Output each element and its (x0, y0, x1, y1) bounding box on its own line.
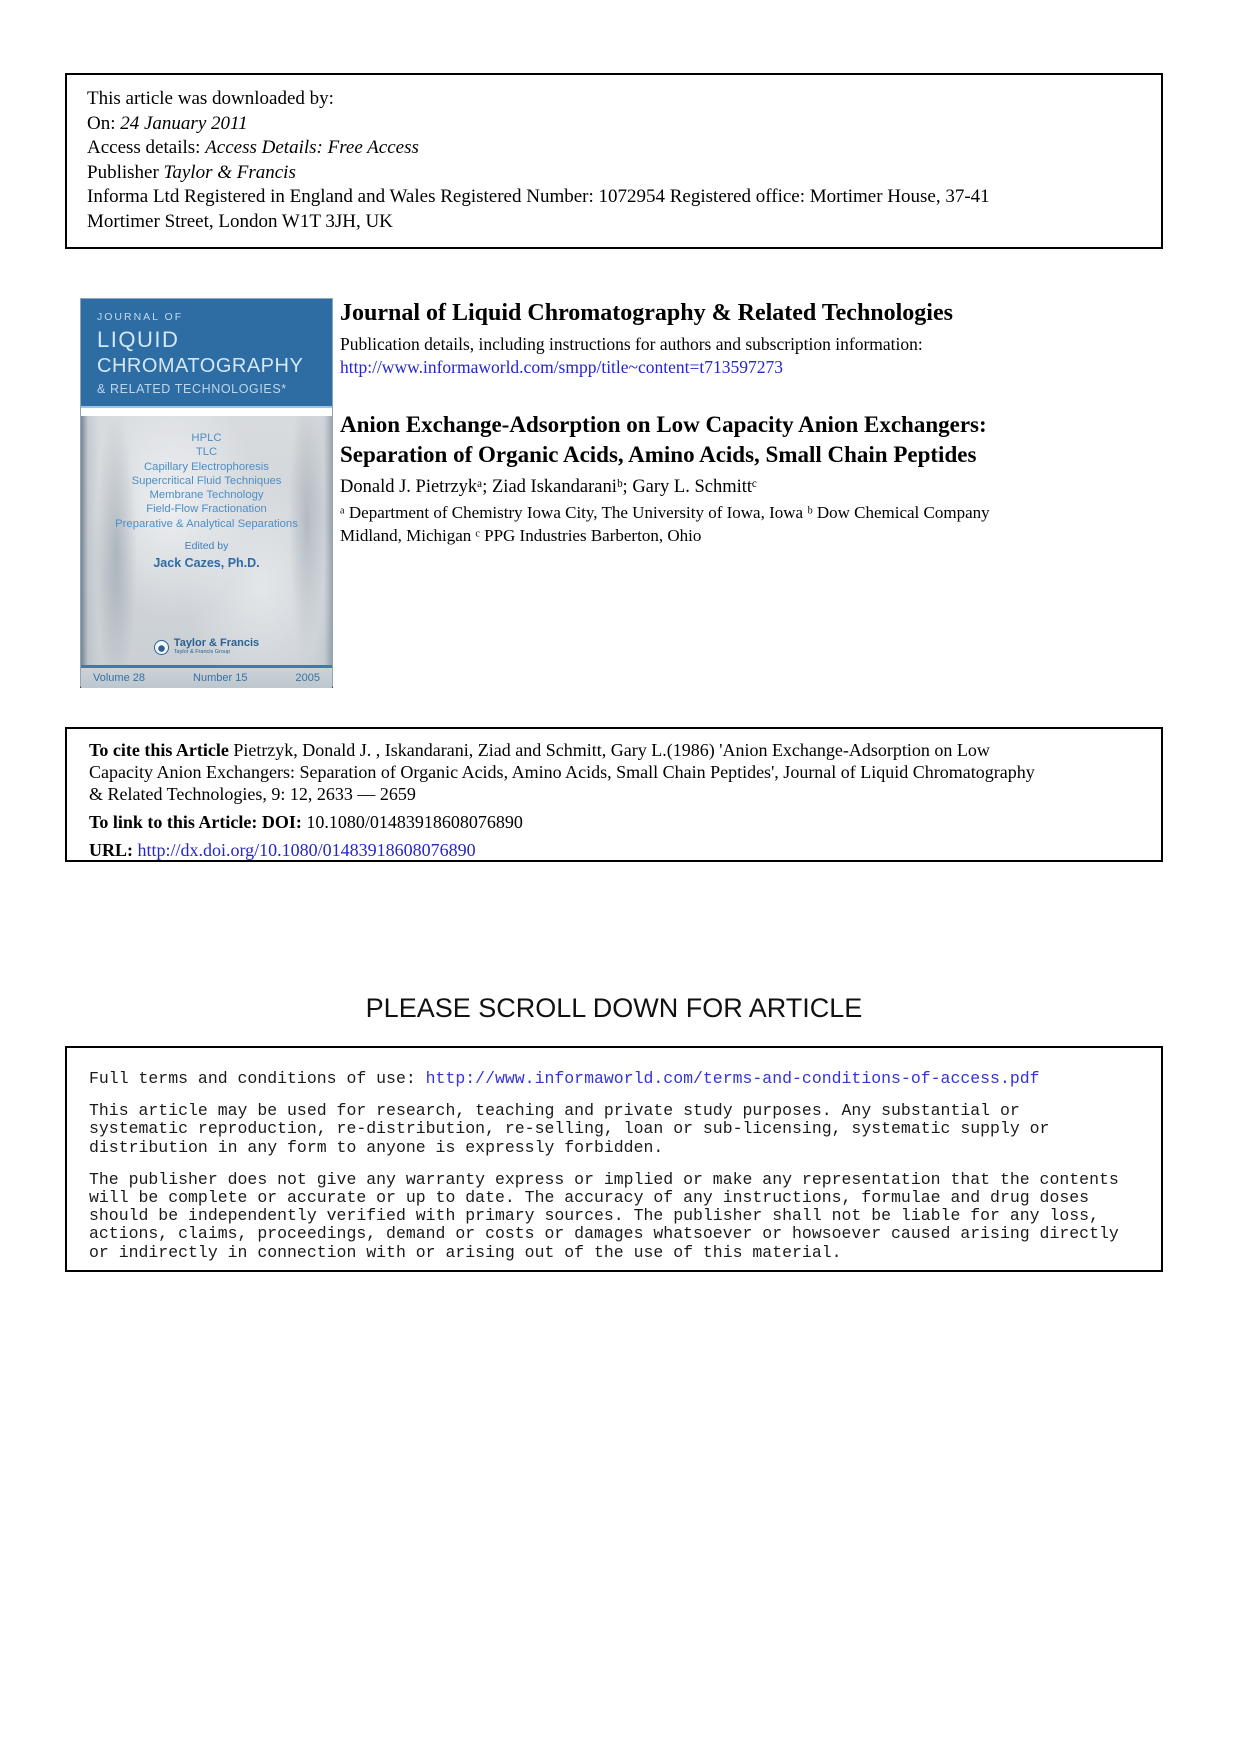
publisher-line: Publisher Taylor & Francis (87, 161, 296, 183)
cover-topic: Preparative & Analytical Separations (115, 517, 298, 530)
cover-volume: Volume 28 (93, 672, 145, 684)
article-title-line2: Separation of Organic Acids, Amino Acids, Small Chain Peptides (340, 442, 977, 467)
url-line: URL: http://dx.doi.org/10.1080/01483918608076890 (89, 840, 476, 860)
cover-year: 2005 (295, 672, 320, 684)
cover-masthead-line: CHROMATOGRAPHY (97, 355, 304, 377)
taylor-francis-logo (81, 638, 332, 656)
doi-url-link[interactable]: http://dx.doi.org/10.1080/01483918608076890 (137, 840, 476, 860)
cover-photo-area (81, 416, 332, 665)
cover-separator (81, 406, 332, 416)
cover-masthead-line: LIQUID (97, 327, 180, 352)
article-authors: Donald J. Pietrzykᵃ; Ziad Iskandaraniᵇ; Gary L. Schmittᶜ (340, 477, 757, 497)
full-terms-line: Full terms and conditions of use: http://www.informaworld.com/terms-and-conditions-of-access.pdf (89, 1069, 1040, 1088)
scroll-down-notice: PLEASE SCROLL DOWN FOR ARTICLE (365, 993, 863, 1023)
article-title-line1: Anion Exchange-Adsorption on Low Capacity Anion Exchangers: (340, 412, 987, 437)
cover-topic: Membrane Technology (149, 489, 264, 502)
cover-number: Number 15 (193, 672, 248, 684)
cover-topic: Supercritical Fluid Techniques (131, 474, 282, 487)
informa-registration-line: Informa Ltd Registered in England and Wales Registered Number: 1072954 Registered office: Mortimer House, 37-41 Mortimer Street, London W1T 3JH, UK (87, 186, 990, 232)
cover-topic: Field-Flow Fractionation (146, 503, 267, 516)
terms-url-link[interactable]: http://www.informaworld.com/terms-and-conditions-of-access.pdf (425, 1069, 1040, 1088)
citation-box (65, 727, 1163, 862)
cover-topic: TLC (195, 446, 218, 459)
terms-paragraph-2: The publisher does not give any warranty express or implied or make any representation that the contents will be complete or accurate or up to date. The accuracy of any instructions, formulae and drug doses should be independently verified with primary sources. The publisher shall not be liable for any loss, actions, claims, proceedings, demand or costs or damages whatsoever or howsoever caused arising directly or indirectly in connection with or arising out of the use of this material. (89, 1169, 1119, 1262)
terms-paragraph-1: This article may be used for research, teaching and private study purposes. Any substantial or systematic reproduction, re-distribution, re-selling, loan or sub-licensing, systematic supply or distribution in any form to anyone is expressly forbidden. (89, 1101, 1050, 1157)
cover-topics-list (81, 416, 332, 531)
download-date-line: On: 24 January 2011 (87, 112, 248, 134)
article-affiliations: ᵃ Department of Chemistry Iowa City, The University of Iowa, Iowa ᵇ Dow Chemical Company Midland, Michigan ᶜ PPG Industries Barberton, Ohio (340, 503, 990, 545)
access-details-line: Access details: Access Details: Free Access (87, 137, 419, 159)
downloaded-by-line: This article was downloaded by: (87, 88, 334, 109)
cover-edited-by: Edited by (184, 540, 229, 553)
article-title (340, 410, 987, 470)
terms-box (65, 1046, 1163, 1272)
cover-topic: HPLC (191, 432, 222, 444)
cover-masthead (81, 299, 332, 406)
doi-line: To link to this Article: DOI: 10.1080/01483918608076890 (89, 812, 523, 832)
citation-text: To cite this Article Pietrzyk, Donald J. , Iskandarani, Ziad and Schmitt, Gary L.(1986) 'Anion Exchange-Adsorption on Low Capacity Anion Exchangers: Separation of Organic Acids, Amino Acids, Small Chain Peptides', Journal of Liquid Chromatography & Related Technologies, 9: 12, 2633 — 2659 (89, 740, 1035, 804)
download-info-box (65, 73, 1163, 249)
cover-topic: Capillary Electrophoresis (144, 460, 269, 473)
cover-masthead-line: JOURNAL OF (97, 311, 184, 323)
taylor-francis-logo-subtext: Taylor & Francis Group (173, 649, 231, 655)
taylor-francis-logo-icon (154, 640, 169, 655)
publication-details-text: Publication details, including instructions for authors and subscription information: (340, 334, 923, 354)
journal-cover-image (80, 298, 333, 688)
journal-url-link[interactable]: http://www.informaworld.com/smpp/title~content=t713597273 (340, 357, 784, 377)
journal-title: Journal of Liquid Chromatography & Related Technologies (340, 300, 953, 326)
cover-volume-strip (81, 668, 332, 688)
taylor-francis-logo-text: Taylor & Francis (173, 637, 260, 649)
cover-masthead-line: & RELATED TECHNOLOGIES* (97, 382, 287, 396)
cover-editor-name: Jack Cazes, Ph.D. (153, 556, 260, 571)
